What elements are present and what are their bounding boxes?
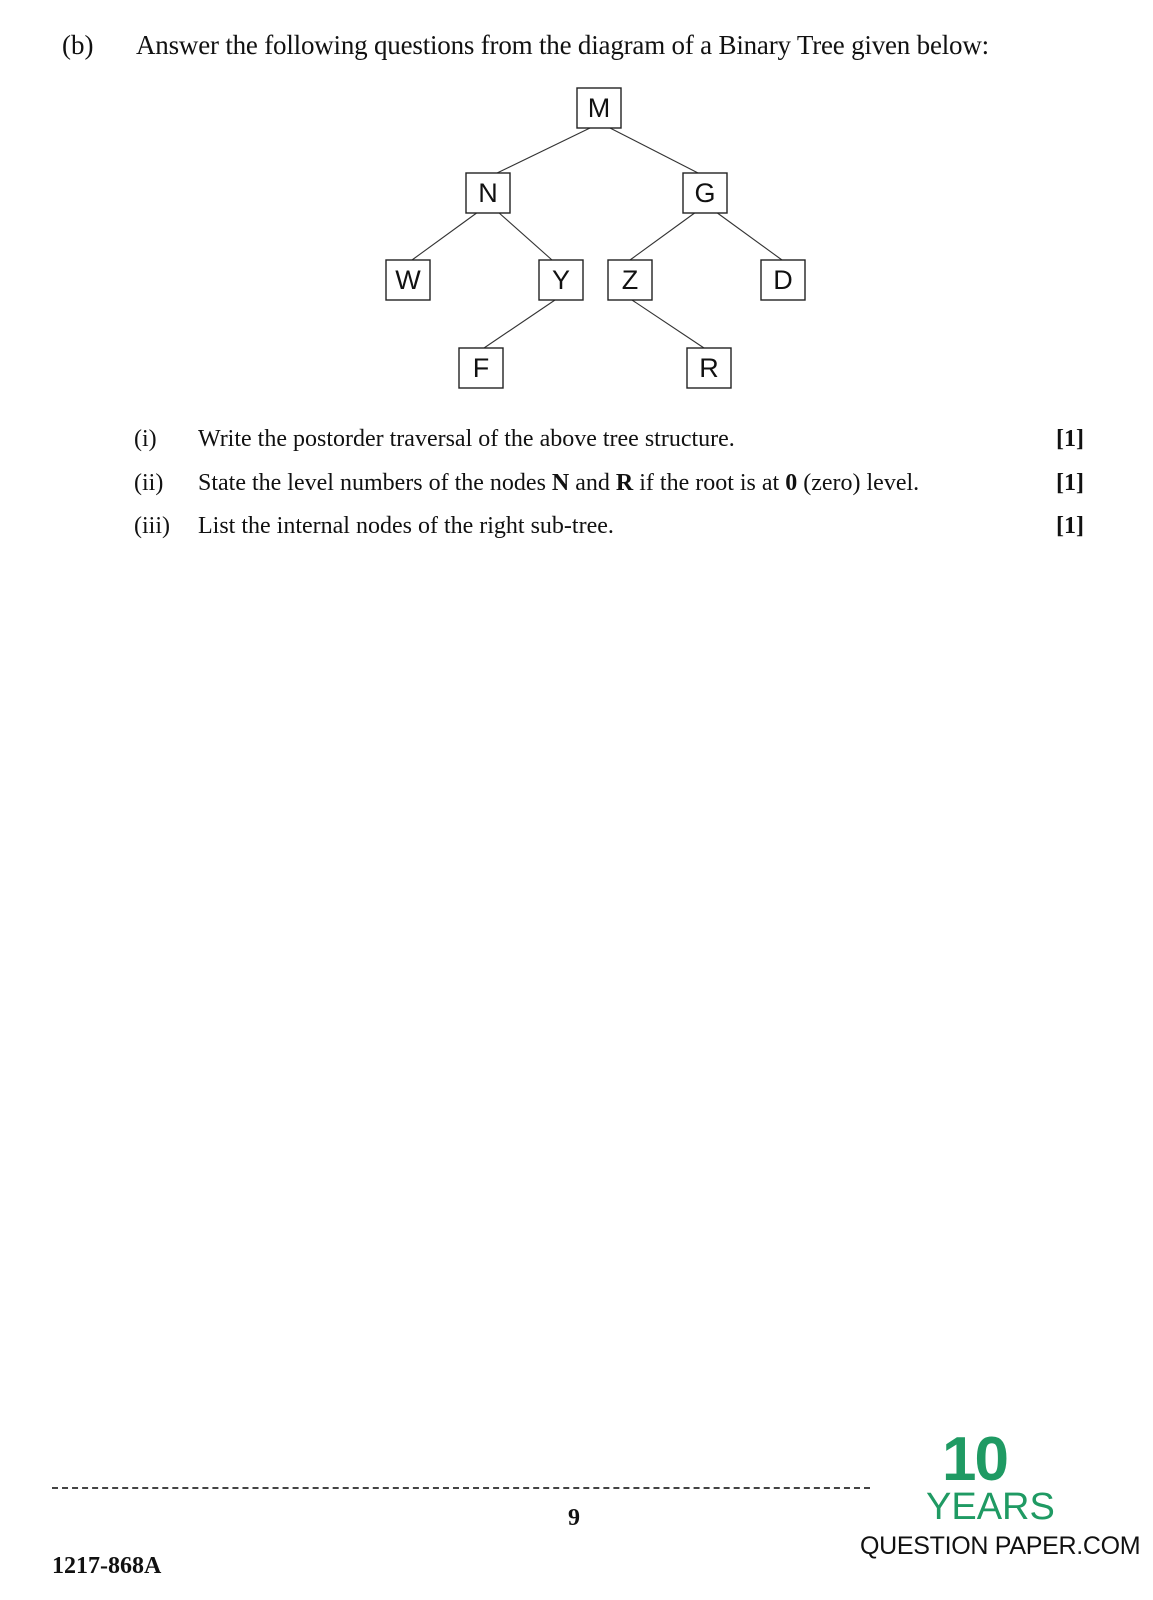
subquestion-mark: [1] <box>1056 470 1084 496</box>
node-label: G <box>694 178 716 208</box>
paper-code: 1217-868A <box>52 1553 162 1579</box>
question-text: Answer the following questions from the diagram of a Binary Tree given below: <box>136 30 989 60</box>
footer-divider <box>52 1487 870 1489</box>
node-label: F <box>472 353 490 383</box>
tree-edges <box>412 128 782 348</box>
page-number: 9 <box>568 1505 580 1531</box>
subquestion-ii <box>0 470 1153 504</box>
tree-node-R <box>687 348 731 388</box>
tree-node-F <box>459 348 503 388</box>
tree-node-W <box>386 260 430 300</box>
edge-Z-R <box>632 300 704 348</box>
edge-G-D <box>716 212 782 260</box>
subquestion-i <box>0 426 1153 460</box>
root-level-value: 0 <box>785 470 798 496</box>
brand-years: YEARS <box>926 1486 1055 1528</box>
node-label: D <box>773 265 793 295</box>
text-part: if the root is at <box>633 470 786 496</box>
node-label: Y <box>551 265 571 295</box>
edge-N-W <box>412 212 478 260</box>
text-part: State the level numbers of the nodes <box>198 470 552 496</box>
brand-logo <box>860 1425 1141 1560</box>
node-label: R <box>699 353 719 383</box>
subquestion-mark: [1] <box>1056 513 1084 539</box>
subquestion-number: (ii) <box>134 470 164 496</box>
node-label: Z <box>621 265 639 295</box>
subquestion-mark: [1] <box>1056 426 1084 452</box>
subquestion-number: (i) <box>134 426 157 452</box>
tree-node-D <box>761 260 805 300</box>
edge-M-G <box>610 128 700 174</box>
node-label: N <box>478 178 498 208</box>
tree-node-M <box>577 88 621 128</box>
edge-M-N <box>495 128 590 174</box>
brand-site: QUESTION PAPER.COM <box>860 1532 1141 1560</box>
subquestion-text <box>198 470 919 497</box>
edge-G-Z <box>630 212 696 260</box>
text-part: and <box>569 470 616 496</box>
edge-Y-F <box>484 300 555 348</box>
subquestion-text: List the internal nodes of the right sub-tree. <box>198 513 614 539</box>
tree-node-Y <box>539 260 583 300</box>
subquestion-number: (iii) <box>134 513 170 539</box>
node-label: M <box>587 93 611 123</box>
brand-ten: 10 <box>942 1425 1007 1494</box>
subquestion-iii <box>0 513 1153 547</box>
edge-N-Y <box>498 212 552 260</box>
question-label: (b) <box>62 30 94 60</box>
node-ref-n: N <box>551 470 570 496</box>
tree-node-N <box>466 173 510 213</box>
tree-node-Z <box>608 260 652 300</box>
node-ref-r: R <box>615 470 634 496</box>
subquestion-text: Write the postorder traversal of the above tree structure. <box>198 426 735 452</box>
text-part: (zero) level. <box>797 470 920 496</box>
tree-node-G <box>683 173 727 213</box>
binary-tree-diagram <box>0 0 1153 420</box>
node-label: W <box>395 265 421 295</box>
